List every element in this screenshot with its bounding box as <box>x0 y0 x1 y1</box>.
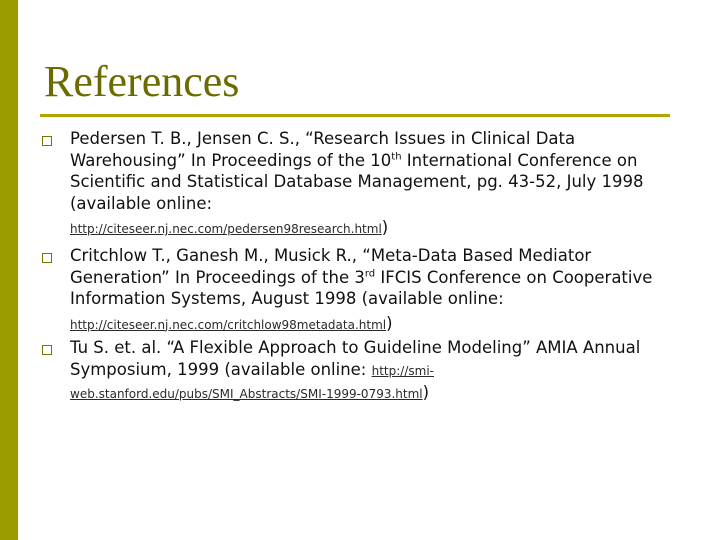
reference-body: Critchlow T., Ganesh M., Musick R., “Meta-Data Based Mediator Generation” In Proceedings of the 3 <box>70 246 592 287</box>
square-bullet-icon <box>42 136 52 146</box>
left-accent-bar <box>0 0 18 540</box>
reference-body: Pedersen T. B., Jensen C. S., “Research Issues in Clinical Data Warehousing” In Proceedings of the 10 <box>70 129 576 170</box>
reference-body: Tu S. et. al. “A Flexible Approach to Guideline Modeling” AMIA Annual Symposium, 1999 (available online: <box>70 338 641 379</box>
title-divider <box>40 114 670 117</box>
closing-paren: ) <box>386 313 393 333</box>
square-bullet-icon <box>42 253 52 263</box>
reference-body-cont: IFCIS Conference on Cooperative Information Systems, August 1998 (available online: <box>70 267 653 308</box>
reference-link[interactable]: http://smi-web.stanford.edu/pubs/SMI_Abstracts/SMI-1999-0793.html <box>70 363 434 401</box>
reference-link-line <box>70 314 682 335</box>
reference-link-line <box>70 218 682 239</box>
square-bullet-icon <box>42 345 52 355</box>
reference-text <box>70 337 682 406</box>
superscript: th <box>391 151 402 162</box>
reference-text <box>70 245 682 335</box>
reference-body-cont: International Conference on Scientific and Statistical Database Management, pg. 43-52, July 1998 (available online: <box>70 150 644 213</box>
slide-title: References <box>44 57 240 106</box>
closing-paren: ) <box>422 383 430 402</box>
reference-link[interactable]: http://citeseer.nj.nec.com/pedersen98research.html <box>70 222 382 236</box>
reference-text <box>70 128 682 239</box>
closing-paren: ) <box>381 218 389 237</box>
superscript: rd <box>364 268 376 279</box>
reference-link[interactable]: http://citeseer.nj.nec.com/critchlow98metadata.html <box>70 317 387 332</box>
